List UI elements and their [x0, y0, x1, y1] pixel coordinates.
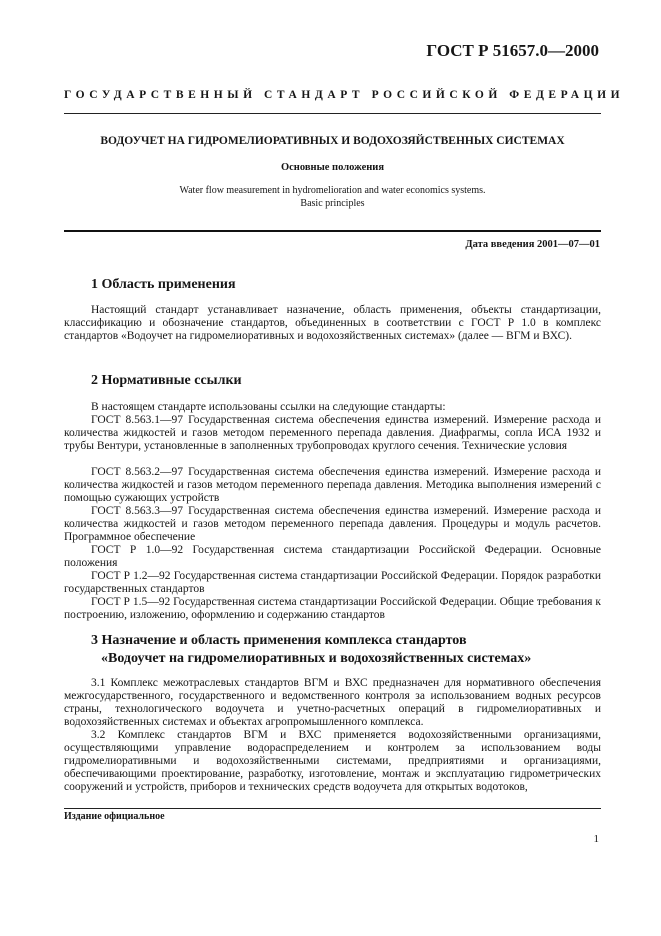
document-title: ВОДОУЧЕТ НА ГИДРОМЕЛИОРАТИВНЫХ И ВОДОХОЗЯЙСТВЕННЫХ СИСТЕМАХ — [100, 135, 565, 147]
section-1-paragraph: Настоящий стандарт устанавливает назначение, область применения, объекты стандартизации, классификацию и обозначение стандартов, объединенных в соответствии с ГОСТ Р 1.0 в комплекс стандартов «Водоучет на гидромелиоративных и водохозяйственных системах» (далее — ВГМ и ВХС). — [64, 304, 601, 342]
section-3-heading — [91, 632, 531, 668]
reference-item: ГОСТ 8.563.2—97 Государственная система обеспечения единства измерений. Измерение расхода и количества жидкостей и газов методом переменного перепада давления. Методика выполнения измерений с помощью сужающих устройств — [64, 466, 601, 504]
section-2-heading: 2 Нормативные ссылки — [91, 373, 242, 388]
reference-item: ГОСТ Р 1.2—92 Государственная система стандартизации Российской Федерации. Порядок разработки государственных стандартов — [64, 570, 601, 595]
section-3-heading-line2: «Водоучет на гидромелиоративных и водохозяйственных системах» — [101, 651, 532, 666]
reference-item: ГОСТ 8.563.1—97 Государственная система обеспечения единства измерений. Измерение расхода и количества жидкостей и газов методом переменного перепада давления. Диафрагмы, сопла ИСА 1932 и трубы Вентури, установленные в заполненных трубопроводах круглого сечения. Технические условия — [64, 414, 601, 452]
title-divider — [64, 230, 601, 232]
reference-item: ГОСТ Р 1.5—92 Государственная система стандартизации Российской Федерации. Общие требования к построению, изложению, оформлению и содержанию стандартов — [64, 596, 601, 621]
english-title — [64, 184, 601, 210]
page-number: 1 — [593, 833, 599, 845]
section-3-paragraph: 3.2 Комплекс стандартов ВГМ и ВХС применяется водохозяйственными организациями, осуществляющими управление водораспределением и контролем за использованием воды гидромелиоративными и водохозяйственными системами, предприятиями и организациями, обеспечивающими проектирование, разработку, изготовление, монтаж и эксплуатацию гидрометрических сооружений и устройств, приборов и технических средств водоучета для открытых водотоков, — [64, 729, 601, 793]
footer-divider — [64, 808, 601, 809]
section-2-intro: В настоящем стандарте использованы ссылки на следующие стандарты: — [91, 401, 446, 413]
document-subtitle: Основные положения — [280, 162, 385, 173]
introduction-date: Дата введения 2001—07—01 — [465, 239, 600, 250]
section-3-heading-line1: 3 Назначение и область применения комплекса стандартов — [91, 633, 467, 648]
standard-header: ГОСУДАРСТВЕННЫЙ СТАНДАРТ РОССИЙСКОЙ ФЕДЕРАЦИИ — [64, 89, 625, 101]
document-code: ГОСТ Р 51657.0—2000 — [426, 41, 599, 60]
english-title-line2: Basic principles — [300, 198, 365, 209]
edition-label: Издание официальное — [64, 811, 165, 822]
english-title-line1: Water flow measurement in hydromelioration and water economics systems. — [179, 185, 486, 196]
reference-item: ГОСТ Р 1.0—92 Государственная система стандартизации Российской Федерации. Основные положения — [64, 544, 601, 569]
reference-item: ГОСТ 8.563.3—97 Государственная система обеспечения единства измерений. Измерение расхода и количества жидкостей и газов методом переменного перепада давления. Процедуры и модуль расчетов. Программное обеспечение — [64, 505, 601, 543]
section-1-heading: 1 Область применения — [91, 277, 236, 292]
header-divider — [64, 113, 601, 114]
section-3-paragraph: 3.1 Комплекс межотраслевых стандартов ВГМ и ВХС предназначен для нормативного обеспечения межгосударственного, государственного и ведомственного контроля за использованием водных ресурсов страны, технологического водоучета и учетно-расчетных операций в гидромелиоративных и водохозяйственных системах и объектах агропромышленного комплекса. — [64, 677, 601, 728]
